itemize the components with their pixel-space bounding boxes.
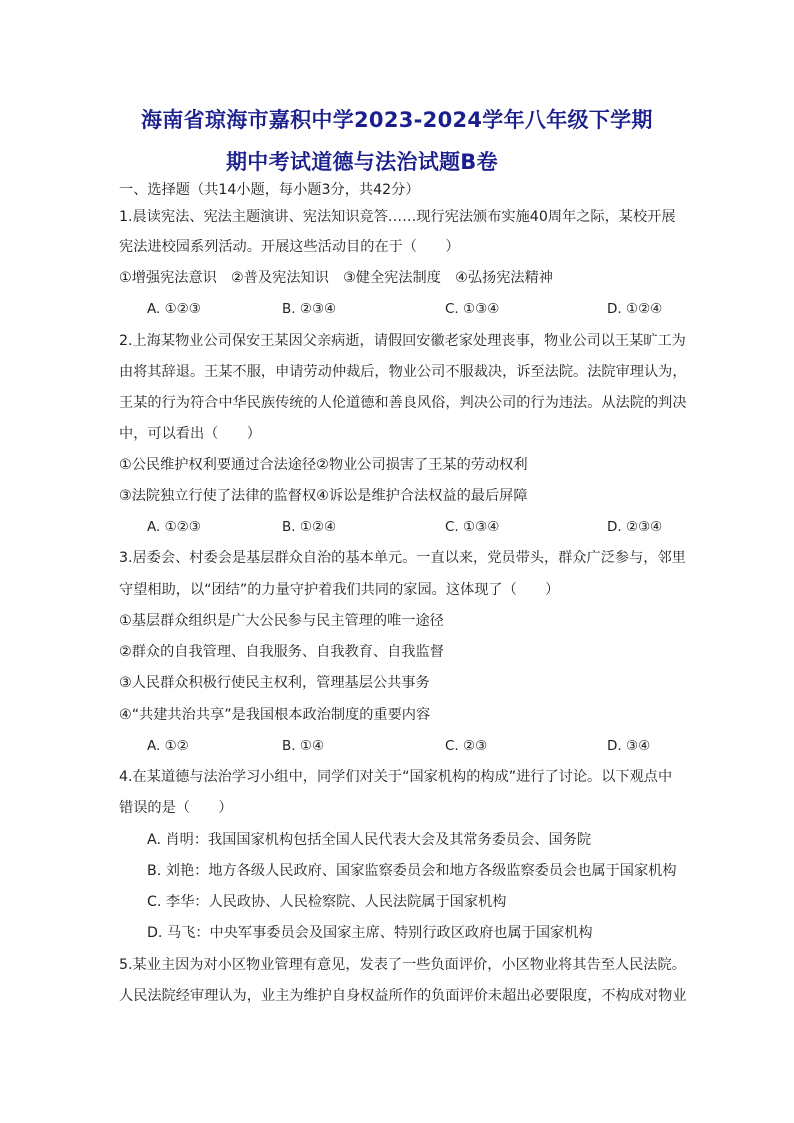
q5-stem-line-1: 5.某业主因为对小区物业管理有意见，发表了一些负面评价，小区物业将其告至人民法院。 bbox=[119, 957, 686, 973]
q1-option-b: B. ②③④ bbox=[282, 301, 337, 317]
q2-option-a: A. ①②③ bbox=[147, 519, 201, 535]
q3-option-a: A. ①② bbox=[147, 738, 189, 754]
q3-statement-2: ②群众的自我管理、自我服务、自我教育、自我监督 bbox=[119, 644, 444, 660]
q4-choice-b: B. 刘艳：地方各级人民政府、国家监察委员会和地方各级监察委员会也属于国家机构 bbox=[147, 863, 677, 879]
q3-option-d: D. ③④ bbox=[607, 738, 651, 754]
q2-stem-line-4: 中，可以看出（ ） bbox=[119, 426, 261, 442]
q4-stem-line-2: 错误的是（ ） bbox=[119, 800, 233, 816]
q2-stem-line-1: 2.上海某物业公司保安王某因父亲病逝，请假回安徽老家处理丧事，物业公司以王某旷工为 bbox=[119, 333, 686, 349]
q1-option-c: C. ①③④ bbox=[445, 301, 500, 317]
q3-stem-line-2: 守望相助，以“团结”的力量守护着我们共同的家园。这体现了（ ） bbox=[119, 582, 560, 598]
q3-statement-1: ①基层群众组织是广大公民参与民主管理的唯一途径 bbox=[119, 613, 444, 629]
q2-option-b: B. ①②④ bbox=[282, 519, 337, 535]
q4-choice-a: A. 肖明：我国国家机构包括全国人民代表大会及其常务委员会、国务院 bbox=[147, 832, 592, 848]
q1-stem-line-2: 宪法进校园系列活动。开展这些活动目的在于（ ） bbox=[119, 239, 460, 255]
q1-option-a: A. ①②③ bbox=[147, 301, 201, 317]
exam-title-line-2: 期中考试道德与法治试题B卷 bbox=[226, 150, 498, 174]
exam-title-line-1: 海南省琼海市嘉积中学2023-2024学年八年级下学期 bbox=[141, 108, 653, 132]
q2-statement-line-1: ①公民维护权利要通过合法途径②物业公司损害了王某的劳动权利 bbox=[119, 457, 528, 473]
q3-statement-4: ④“共建共治共享”是我国根本政治制度的重要内容 bbox=[119, 707, 431, 723]
q4-stem-line-1: 4.在某道德与法治学习小组中，同学们对关于“国家机构的构成”进行了讨论。以下观点中 bbox=[119, 769, 673, 785]
q4-choice-d: D. 马飞：中央军事委员会及国家主席、特别行政区政府也属于国家机构 bbox=[147, 925, 593, 941]
q1-stem-line-1: 1.晨读宪法、宪法主题演讲、宪法知识竞答……现行宪法颁布实施40周年之际，某校开展 bbox=[119, 209, 676, 225]
q5-stem-line-2: 人民法院经审理认为，业主为维护自身权益所作的负面评价未超出必要限度，不构成对物业 bbox=[119, 988, 687, 1004]
q2-statement-line-2: ③法院独立行使了法律的监督权④诉讼是维护合法权益的最后屏障 bbox=[119, 488, 528, 504]
q3-option-b: B. ①④ bbox=[282, 738, 325, 754]
q2-stem-line-2: 由将其辞退。王某不服，申请劳动仲裁后，物业公司不服裁决，诉至法院。法院审理认为， bbox=[119, 364, 687, 380]
q3-stem-line-1: 3.居委会、村委会是基层群众自治的基本单元。一直以来，党员带头，群众广泛参与，邻里 bbox=[119, 550, 686, 566]
q2-option-c: C. ①③④ bbox=[445, 519, 500, 535]
q3-statement-3: ③人民群众积极行使民主权利，管理基层公共事务 bbox=[119, 675, 430, 691]
q4-choice-c: C. 李华：人民政协、人民检察院、人民法院属于国家机构 bbox=[147, 894, 507, 910]
section-heading: 一、选择题（共14小题，每小题3分，共42分） bbox=[119, 182, 420, 198]
q1-option-d: D. ①②④ bbox=[607, 301, 663, 317]
q2-stem-line-3: 王某的行为符合中华民族传统的人伦道德和善良风俗，判决公司的行为违法。从法院的判决 bbox=[119, 395, 687, 411]
q3-option-c: C. ②③ bbox=[445, 738, 488, 754]
q2-option-d: D. ②③④ bbox=[607, 519, 663, 535]
q1-statements: ①增强宪法意识 ②普及宪法知识 ③健全宪法制度 ④弘扬宪法精神 bbox=[119, 270, 553, 286]
